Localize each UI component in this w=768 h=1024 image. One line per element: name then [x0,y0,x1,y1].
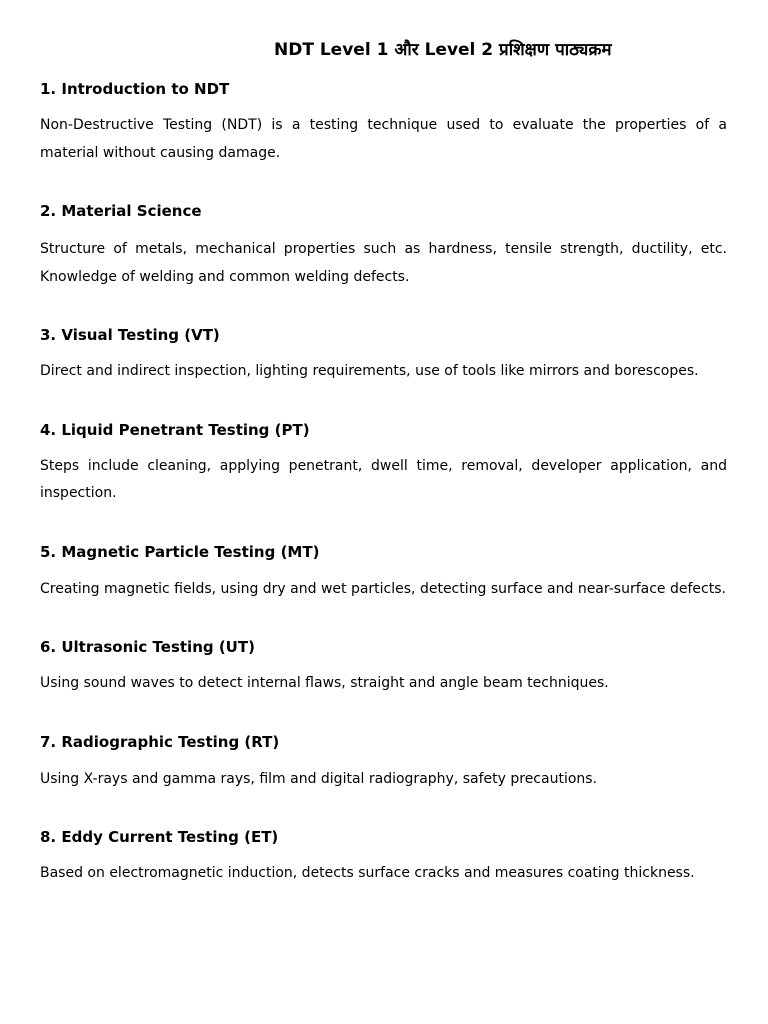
section-introduction-to-ndt [40,79,727,167]
section-heading: 5. Magnetic Particle Testing (MT) [40,542,320,561]
section-heading: 2. Material Science [40,202,202,220]
section-heading: 8. Eddy Current Testing (ET) [40,828,279,846]
section-heading: 6. Ultrasonic Testing (UT) [40,638,255,656]
section-heading: 7. Radiographic Testing (RT) [40,732,280,751]
section-eddy-current-testing [40,827,727,888]
section-body: Based on electromagnetic induction, detects surface cracks and measures coating thickness. [40,865,695,881]
section-heading: 3. Visual Testing (VT) [40,326,220,344]
section-body: Using sound waves to detect internal flaws, straight and angle beam techniques. [40,675,609,691]
section-material-science [40,201,727,291]
section-radiographic-testing [40,732,727,794]
section-magnetic-particle-testing [40,542,727,604]
section-visual-testing [40,325,727,386]
document-title: NDT Level 1 और Level 2 प्रशिक्षण पाठ्यक्रम [274,40,612,60]
section-body: Creating magnetic fields, using dry and wet particles, detecting surface and near-surface defects. [40,580,726,597]
section-heading: 1. Introduction to NDT [40,80,230,98]
section-body: Structure of metals, mechanical properties such as hardness, tensile strength, ductility, etc. Knowledge of welding and common welding defects. [40,241,727,285]
section-heading: 4. Liquid Penetrant Testing (PT) [40,420,310,439]
section-body: Steps include cleaning, applying penetrant, dwell time, removal, developer application, and inspection. [40,457,727,501]
section-body: Direct and indirect inspection, lighting requirements, use of tools like mirrors and borescopes. [40,363,699,379]
section-body: Non-Destructive Testing (NDT) is a testing technique used to evaluate the properties of a material without causing damage. [40,117,727,161]
section-liquid-penetrant-testing [40,420,727,508]
document-page [40,0,727,888]
section-ultrasonic-testing [40,637,727,698]
section-body: Using X-rays and gamma rays, film and digital radiography, safety precautions. [40,770,598,787]
